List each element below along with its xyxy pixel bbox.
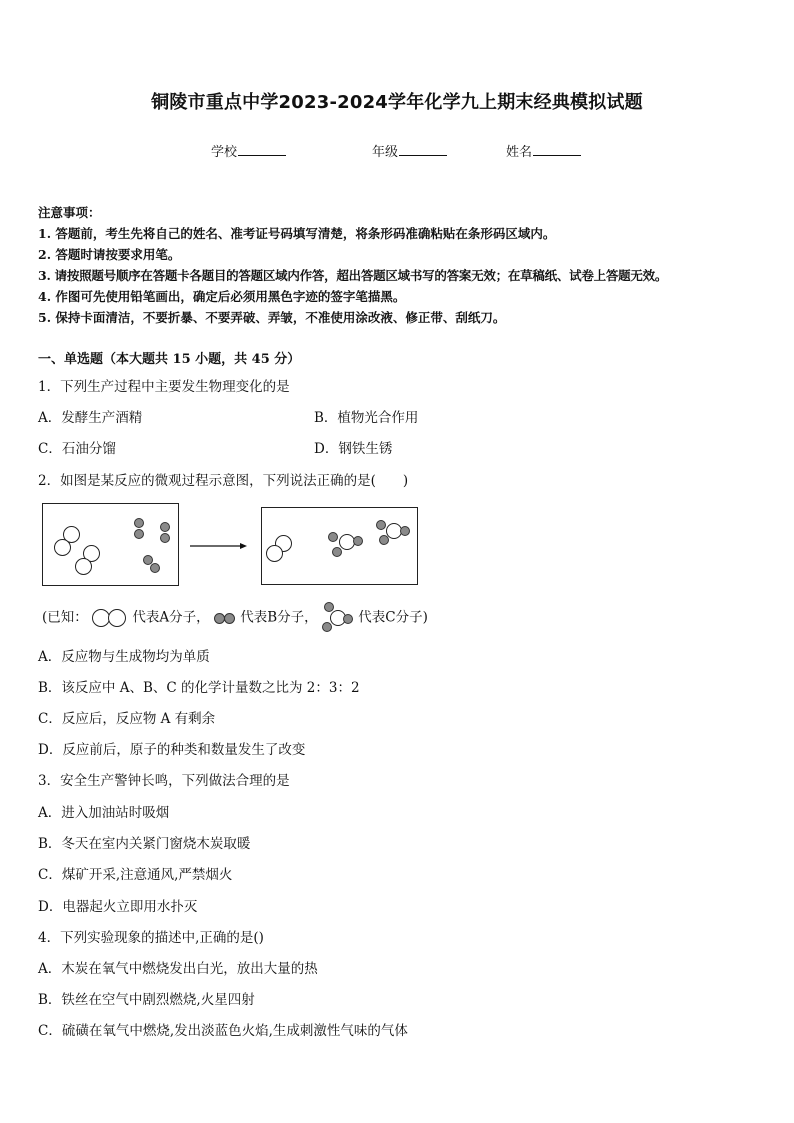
note-item: 2. 答题时请按要求用笔。: [38, 247, 181, 262]
b-molecule-icon: [214, 612, 236, 624]
q4-option-b: B．铁丝在空气中剧烈燃烧,火星四射: [38, 992, 255, 1008]
a-atom: [75, 558, 92, 575]
molecule-legend: [42, 604, 428, 632]
b-atom: [134, 518, 144, 528]
question-4-stem: 4．下列实验现象的描述中,正确的是(): [38, 930, 264, 946]
q4-option-c: C．硫磺在氧气中燃烧,发出淡蓝色火焰,生成刺激性气味的气体: [38, 1023, 408, 1039]
q3-option-b: B．冬天在室内关紧门窗烧木炭取暖: [38, 836, 251, 852]
products-box: [261, 507, 418, 585]
note-item: 1. 答题前，考生先将自己的姓名、准考证号码填写清楚，将条形码准确粘贴在条形码区域内。: [38, 226, 556, 241]
legend-b-text: 代表B分子，: [240, 609, 318, 626]
b-atom: [150, 563, 160, 573]
legend-c-text: 代表C分子): [358, 609, 428, 626]
name-field: [506, 141, 581, 160]
reaction-arrow-icon: [190, 541, 248, 551]
q1-option-a: A．发酵生产酒精: [38, 410, 143, 426]
a-atom: [266, 545, 283, 562]
b-atom: [332, 547, 342, 557]
b-atom: [376, 520, 386, 530]
school-label: 学校: [211, 145, 238, 160]
grade-blank: [399, 143, 447, 156]
q1-option-b: B．植物光合作用: [314, 410, 419, 426]
page-title: 铜陵市重点中学2023-2024学年化学九上期末经典模拟试题: [151, 92, 643, 113]
q3-option-a: A．进入加油站时吸烟: [38, 805, 170, 821]
q1-option-d: D．钢铁生锈: [314, 441, 393, 457]
question-1-stem: 1．下列生产过程中主要发生物理变化的是: [38, 379, 290, 395]
q3-option-d: D．电器起火立即用水扑灭: [38, 899, 198, 915]
question-3-stem: 3．安全生产警钟长鸣，下列做法合理的是: [38, 773, 290, 789]
note-item: 4. 作图可先使用铅笔画出，确定后必须用黑色字迹的签字笔描黑。: [38, 289, 406, 304]
notes-heading: 注意事项：: [38, 205, 101, 220]
legend-a-text: 代表A分子，: [132, 609, 210, 626]
note-item: 5. 保持卡面清洁，不要折暴、不要弄破、弄皱，不准使用涂改液、修正带、刮纸刀。: [38, 310, 506, 325]
b-atom: [379, 535, 389, 545]
q2-option-b: B．该反应中 A、B、C 的化学计量数之比为 2：3：2: [38, 680, 360, 696]
grade-label: 年级: [372, 145, 399, 160]
name-blank: [533, 143, 581, 156]
section-title: 一、单选题（本大题共 15 小题，共 45 分）: [38, 352, 301, 367]
q2-option-d: D．反应前后，原子的种类和数量发生了改变: [38, 742, 306, 758]
c-molecule-icon: [322, 604, 354, 632]
question-2-stem: 2．如图是某反应的微观过程示意图，下列说法正确的是( ): [38, 473, 409, 489]
b-atom: [160, 522, 170, 532]
reactants-box: [42, 503, 179, 586]
q3-option-c: C．煤矿开采,注意通风,严禁烟火: [38, 867, 233, 883]
a-molecule-icon: [92, 609, 128, 627]
name-label: 姓名: [506, 145, 533, 160]
b-atom: [134, 529, 144, 539]
b-atom: [400, 526, 410, 536]
b-atom: [353, 536, 363, 546]
school-field: [211, 141, 286, 160]
b-atom: [160, 533, 170, 543]
legend-prefix: (已知：: [42, 609, 88, 626]
a-atom: [54, 539, 71, 556]
q4-option-a: A．木炭在氧气中燃烧发出白光，放出大量的热: [38, 961, 318, 977]
b-atom: [328, 532, 338, 542]
note-item: 3. 请按照题号顺序在答题卡各题目的答题区域内作答，超出答题区域书写的答案无效；在草稿纸、试卷上答题无效。: [38, 268, 668, 283]
q2-option-c: C．反应后，反应物 A 有剩余: [38, 711, 216, 727]
q2-option-a: A．反应物与生成物均为单质: [38, 649, 210, 665]
q1-option-c: C．石油分馏: [38, 441, 116, 457]
grade-field: [372, 141, 447, 160]
school-blank: [238, 143, 286, 156]
